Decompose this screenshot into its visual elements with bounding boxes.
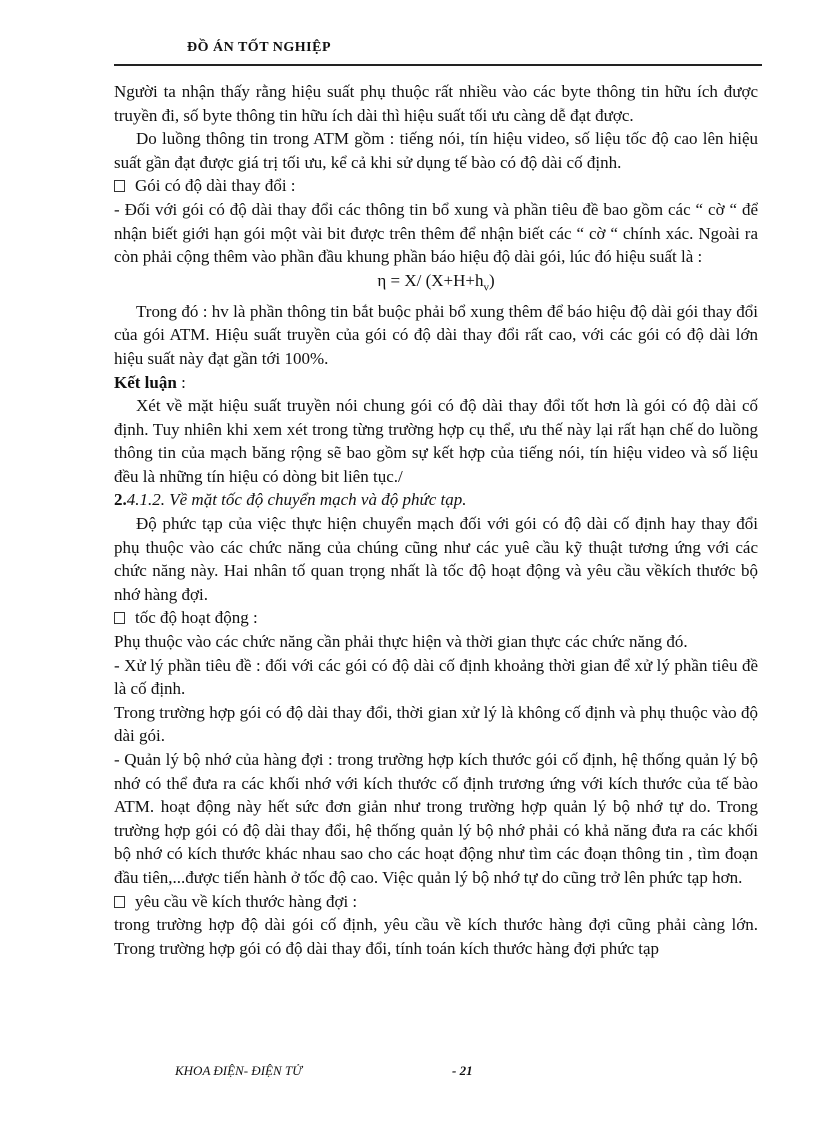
- page-number: - 21: [452, 1063, 473, 1078]
- paragraph: trong trường hợp độ dài gói cố định, yêu cầu về kích thước hàng đợi cũng phải càng lớn. Trong trường hợp gói có độ dài thay đổi, tính toán kích thước hàng đợi phức tạp: [114, 915, 758, 958]
- page-body: [114, 80, 758, 960]
- paragraph: Phụ thuộc vào các chức năng cần phải thực hiện và thời gian thực các chức năng đó.: [114, 632, 688, 652]
- section-heading: [114, 488, 758, 512]
- section-title: 4.1.2. Về mặt tốc độ chuyển mạch và độ phức tạp.: [126, 490, 467, 510]
- bullet-item: [114, 890, 758, 914]
- paragraph: Độ phức tạp của việc thực hiện chuyển mạch đối với gói có độ dài cố định hay thay đổi phụ thuộc vào các chức năng của chúng cũng như các yuê cầu kỹ thuật tương ứng với các chức năng này. Hai nhân tố quan trọng nhất là tốc độ hoạt động và yêu cầu vềkích thước bộ nhớ hàng đợi.: [114, 514, 758, 604]
- bullet-item: [114, 606, 758, 630]
- checkbox-bullet-icon: [114, 180, 125, 192]
- paragraph: Do luồng thông tin trong ATM gồm : tiếng nói, tín hiệu video, số liệu tốc độ cao lên hiệu suất gần đạt được giá trị tối ưu, kể cả khi sử dụng tế bào có độ dài cố định.: [114, 129, 758, 172]
- formula-main: η = X/ (X+H+h: [377, 270, 484, 290]
- checkbox-bullet-icon: [114, 896, 125, 908]
- paragraph: Người ta nhận thấy rằng hiệu suất phụ thuộc rất nhiều vào các byte thông tin hữu ích được truyền đi, số byte thông tin hữu ích dài thì hiệu suất tối ưu càng dễ đạt được.: [114, 82, 758, 125]
- dash-item: - Quản lý bộ nhớ của hàng đợi : trong trường hợp kích thước gói cố định, hệ thống quản lý bộ nhớ có thể đưa ra các khối nhớ với kích thước cố định trương ứng với kích thước của tế bào ATM. hoạt động này hết sức đơn giản như trong trường hợp quản lý bộ nhớ tự do. Trong trường hợp gói có độ dài thay đổi, hệ thống quản lý bộ nhớ phải có khả năng đưa ra các khối bộ nhớ có kích thước khác nhau sao cho các hoạt động như tìm các đoạn thông tin , tìm đoạn đầu tiên,...được tiến hành ở tốc độ cao. Việc quản lý bộ nhớ tự do cũng trở lên phức tạp hơn.: [114, 750, 758, 887]
- bullet-item: [114, 174, 758, 198]
- paragraph: Trong trường hợp gói có độ dài thay đổi, thời gian xử lý là không cố định và phụ thuộc vào độ dài gói.: [114, 702, 758, 746]
- section-number: 2.: [114, 490, 127, 510]
- checkbox-bullet-icon: [114, 612, 125, 624]
- conclusion-heading: [114, 371, 758, 395]
- dash-item: - Đối với gói có độ dài thay đổi các thông tin bổ xung và phần tiêu đề bao gồm các “ cờ “ để nhận biết giới hạn gói một vài bit được trên thêm để nhận biết các “ cờ “ chính xác. Ngoài ra còn phải cộng thêm vào phần đầu khung phần báo hiệu độ dài gói, lúc đó hiệu suất là :: [114, 199, 758, 267]
- formula-subscript: v: [483, 281, 489, 294]
- formula-close: ): [488, 270, 495, 290]
- bullet-text: Gói có độ dài thay đổi :: [135, 176, 296, 196]
- efficiency-formula: [114, 269, 758, 300]
- paragraph: Xét về mặt hiệu suất truyền nói chung gói có độ dài thay đổi tốt hơn là gói có độ dài cố định. Tuy nhiên khi xem xét trong từng trường hợp cụ thể, ưu thế này lại rất hạn chế do luồng thông tin của mạch băng rộng sẽ bao gồm sự kết hợp của tiếng nói, tín hiệu video và số liệu đều là những tín hiệu có dòng bit liên tục./: [114, 396, 758, 486]
- running-header: ĐỒ ÁN TỐT NGHIỆP: [187, 40, 332, 55]
- conclusion-colon: :: [176, 372, 186, 392]
- header-rule: [114, 64, 762, 66]
- footer-department: KHOA ĐIỆN- ĐIỆN TỬ: [175, 1063, 302, 1078]
- dash-item: - Xử lý phần tiêu đề : đối với các gói có độ dài cố định khoảng thời gian để xử lý phần tiêu đề là cố định.: [114, 655, 758, 699]
- conclusion-label: Kết luận: [114, 372, 177, 392]
- bullet-text: yêu cầu về kích thước hàng đợi :: [135, 891, 358, 911]
- paragraph: Trong đó : hv là phần thông tin bắt buộc phải bổ xung thêm để báo hiệu độ dài gói thay đổi của gói ATM. Hiệu suất truyền của gói có độ dài thay đổi rất cao, với các gói có độ dài lớn hiệu suất này đạt gần tới 100%.: [114, 301, 758, 368]
- bullet-text: tốc độ hoạt động :: [135, 608, 258, 628]
